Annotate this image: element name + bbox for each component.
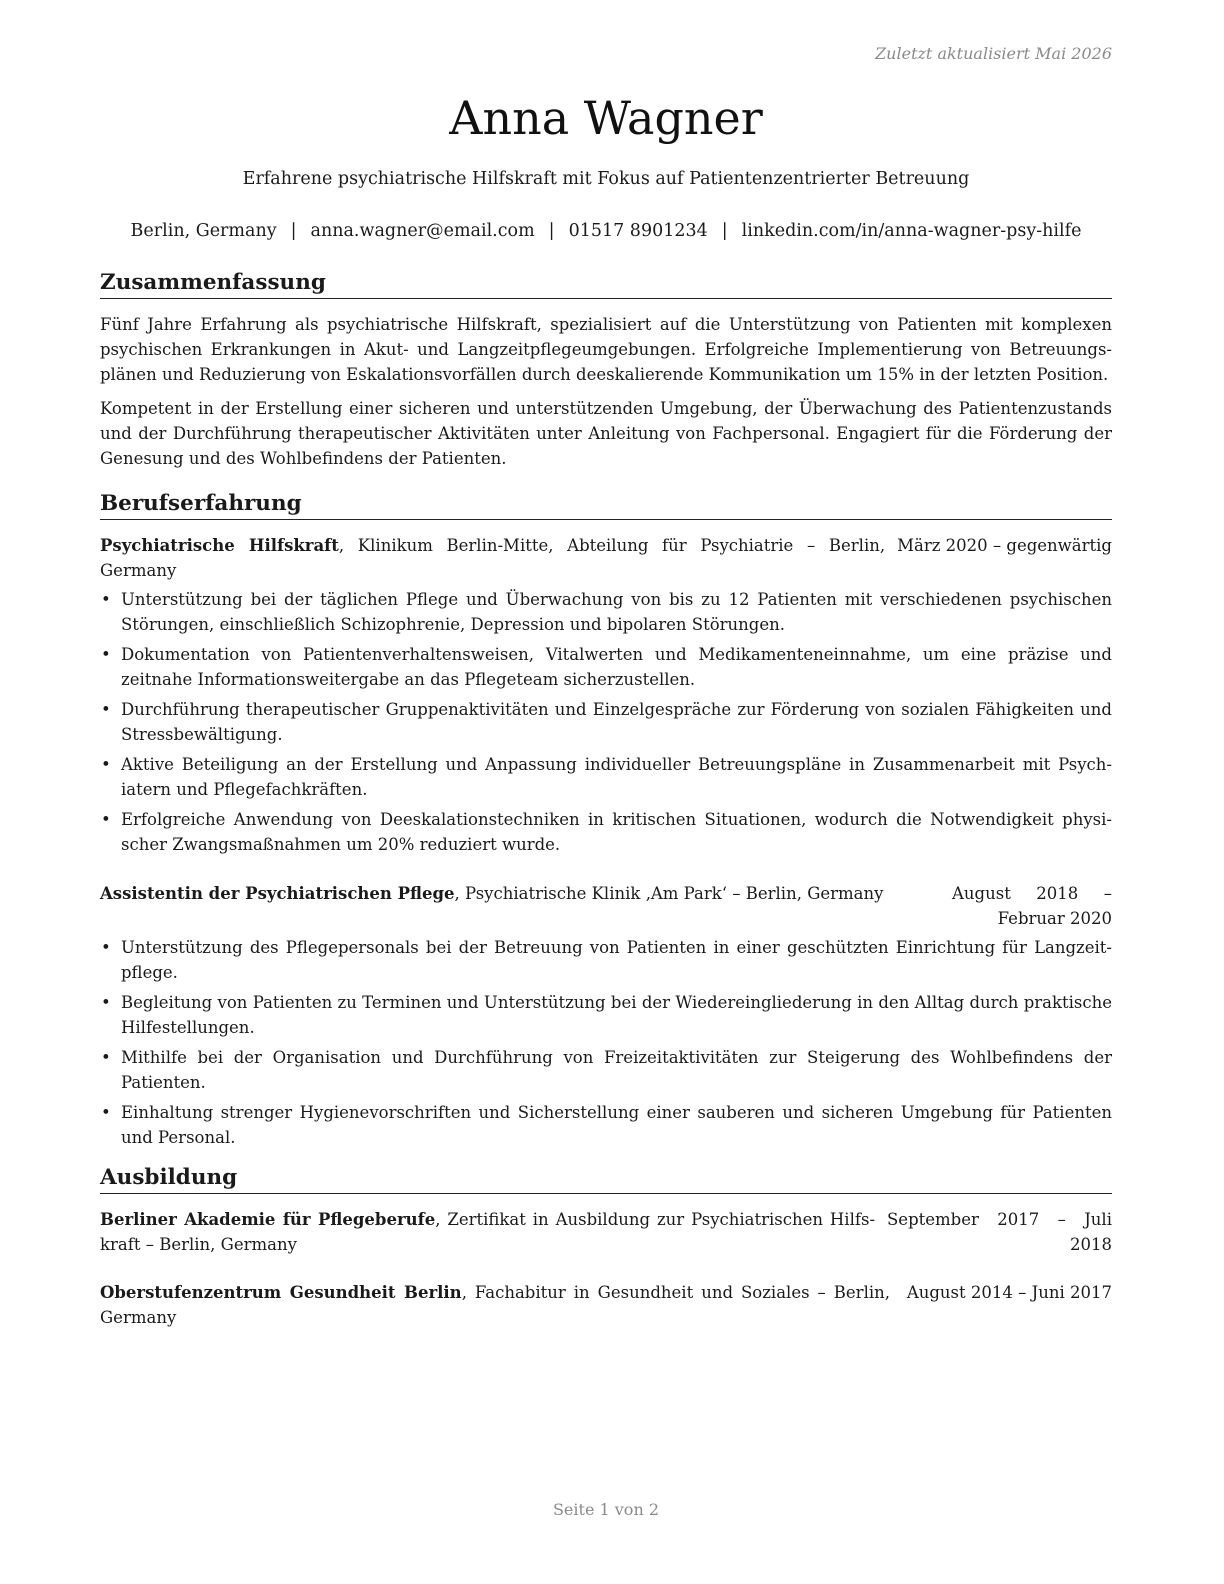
job-header xyxy=(100,881,1112,931)
section-title-summary: Zusammenfassung xyxy=(100,268,1112,299)
list-item: • Unterstützung des Pflegepersonals bei der Betreuung von Patienten in einer geschützten Einrichtung für Langzeitpflege. xyxy=(101,938,1112,982)
education-details: , Zertifikat in Ausbildung zur Psychiatrischen Hilfskraft – Berlin, Germany xyxy=(100,1210,876,1254)
job-entry xyxy=(100,881,1112,1150)
page-number: Seite 1 von 2 xyxy=(552,1500,660,1519)
education-title-line xyxy=(100,1280,890,1330)
contact-separator: | xyxy=(290,221,297,241)
job-bullets xyxy=(100,587,1112,857)
job-title-line xyxy=(100,533,885,583)
education-title-line xyxy=(100,1207,875,1257)
contact-linkedin[interactable]: linkedin.com/in/anna-wagner-psy-hilfe xyxy=(741,221,1082,241)
list-item: • Aktive Beteiligung an der Erstellung und Anpassung individueller Betreuungspläne in Zusammenarbeit mit Psychiatern und Pflegefachkräften. xyxy=(101,755,1112,799)
list-item: • Mithilfe bei der Organisation und Durchführung von Freizeitaktivitäten zur Steigerung des Wohlbefindens der Patienten. xyxy=(101,1048,1112,1092)
resume-body xyxy=(100,268,1112,1330)
experience-section xyxy=(100,489,1112,1150)
job-dates: August 2018 – Februar 2020 xyxy=(952,884,1112,928)
list-item: • Begleitung von Patienten zu Terminen und Unterstützung bei der Wiedereingliederung in den Alltag durch praktische Hilfestellungen. xyxy=(101,993,1112,1037)
candidate-name: Anna Wagner xyxy=(449,91,763,145)
contact-line xyxy=(100,219,1112,243)
job-role: Psychiatrische Hilfskraft xyxy=(100,536,339,555)
job-bullets xyxy=(100,935,1112,1150)
job-entry xyxy=(100,533,1112,857)
education-school: Oberstufenzentrum Gesundheit Berlin xyxy=(100,1283,462,1302)
resume-page xyxy=(100,0,1112,1584)
list-item: • Einhaltung strenger Hygienevorschriften und Sicherstellung einer sauberen und sicheren Umgebung für Patienten und Personal. xyxy=(101,1103,1112,1147)
education-dates: August 2014 – Juni 2017 xyxy=(906,1283,1112,1302)
job-header xyxy=(100,533,1112,583)
contact-separator: | xyxy=(721,221,728,241)
education-school: Berliner Akademie für Pflegeberufe xyxy=(100,1210,436,1229)
last-updated: Zuletzt aktualisiert Mai 2026 xyxy=(875,44,1112,63)
contact-separator: | xyxy=(548,221,555,241)
education-entry xyxy=(100,1207,1112,1257)
summary-section xyxy=(100,268,1112,471)
summary-paragraph: Kompetent in der Erstellung einer sicheren und unterstützenden Umgebung, der Überwachung des Patientenzustands und der Durchführung therapeutischer Aktivitäten unter Anleitung von Fachpersonal. Engagiert für die Förderung der Genesung und des Wohlbefindens der Patienten. xyxy=(100,399,1112,468)
contact-email[interactable]: anna.wagner@email.com xyxy=(310,221,535,241)
education-section xyxy=(100,1163,1112,1330)
job-details: , Psychiatrische Klinik ‚Am Park‘ – Berlin, Germany xyxy=(454,884,884,903)
job-title-line xyxy=(100,881,940,931)
education-dates: September 2017 – Juli 2018 xyxy=(887,1210,1112,1254)
education-details: , Fachabitur in Gesundheit und Soziales – Berlin, Germany xyxy=(100,1283,890,1327)
section-title-education: Ausbildung xyxy=(100,1163,1112,1194)
section-title-experience: Berufserfahrung xyxy=(100,489,1112,520)
contact-phone[interactable]: 01517 8901234 xyxy=(568,221,708,241)
candidate-tagline: Erfahrene psychiatrische Hilfskraft mit Fokus auf Patientenzentrierter Betreuung xyxy=(242,169,970,189)
job-dates: März 2020 – gegenwärtig xyxy=(897,536,1112,555)
list-item: • Unterstützung bei der täglichen Pflege und Überwachung von bis zu 12 Patienten mit verschiedenen psychischen Störungen, einschließlich Schizophrenie, Depression und bipolaren Störungen. xyxy=(101,590,1112,634)
list-item: • Erfolgreiche Anwendung von Deeskalationstechniken in kritischen Situationen, wodurch die Notwendigkeit physischer Zwangsmaßnahmen um 20% reduziert wurde. xyxy=(101,810,1112,854)
list-item: • Dokumentation von Patientenverhaltensweisen, Vitalwerten und Medikamenteneinnahme, um eine präzise und zeitnahe Informationsweitergabe an das Pflegeteam sicherzustellen. xyxy=(101,645,1112,689)
summary-paragraph: Fünf Jahre Erfahrung als psychiatrische Hilfskraft, spezialisiert auf die Unterstützung von Patienten mit komplexen psychischen Erkrankungen in Akut- und Langzeitpflegeumgebungen. Erfolgreiche Implementierung von Betreuungsplänen und Reduzierung von Eskalationsvorfällen durch deeskalierende Kommunikation um 15% in der letzten Position. xyxy=(100,315,1112,384)
education-entry xyxy=(100,1280,1112,1330)
job-details: , Klinikum Berlin-Mitte, Abteilung für Psychiatrie – Berlin, Germany xyxy=(100,536,886,580)
job-role: Assistentin der Psychiatrischen Pflege xyxy=(100,884,455,903)
list-item: • Durchführung therapeutischer Gruppenaktivitäten und Einzelgespräche zur Förderung von sozialen Fähigkeiten und Stressbewältigung. xyxy=(101,700,1112,744)
contact-location: Berlin, Germany xyxy=(130,221,277,241)
